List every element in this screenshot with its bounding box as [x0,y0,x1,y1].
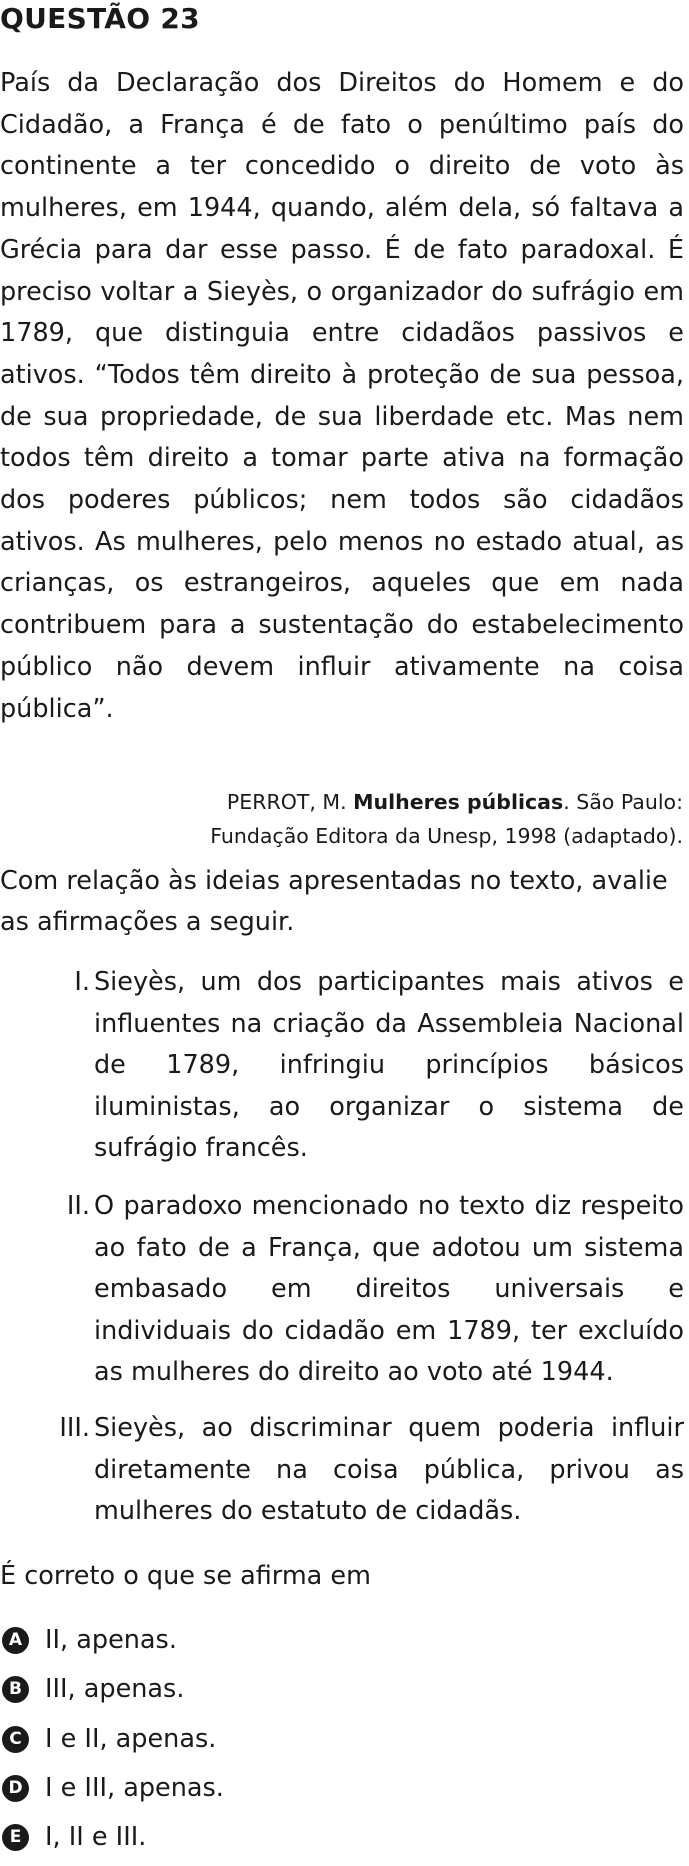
citation [210,785,683,853]
passage-text: País da Declaração dos Direitos do Homem e do Cidadão, a França é de fato o penúltimo país do continente a ter concedido o direito de voto às mulheres, em 1944, quando, além dela, só faltava a Grécia para dar esse passo. É de fato paradoxal. É preciso voltar a Sieyès, o organizador do sufrágio em 1789, que distinguia entre cidadãos passivos e ativos. “Todos têm direito à proteção de sua pessoa, de sua propriedade, de sua liberdade etc. Mas nem todos têm direito a tomar parte ativa na formação dos poderes públicos; nem todos são cidadãos ativos. As mulheres, pelo menos no estado atual, as crianças, os estrangeiros, aqueles que em nada contribuem para a sustentação do estabelecimento público não devem influir ativamente na coisa pública”. [0,68,684,724]
statement-text: O paradoxo mencionado no texto diz respeito ao fato de a França, que adotou um sistema embasado em direitos universais e individuais do cidadão em 1789, ter excluído as mulheres do direito ao voto até 1944. [94,1191,684,1387]
statement-text: Sieyès, ao discriminar quem poderia influir diretamente na coisa pública, privou as mulheres do estatuto de cidadãs. [94,1413,684,1526]
citation-line-1 [210,785,683,819]
option-text: I e II, apenas. [45,1723,217,1754]
option-letter-badge: D [2,1775,29,1802]
question-title: QUESTÃO 23 [0,2,200,35]
option-a[interactable] [0,1620,684,1669]
option-letter-badge: E [2,1824,29,1851]
option-letter-badge: A [2,1627,29,1654]
statement-number: II. [66,1191,90,1221]
citation-work: Mulheres públicas [353,790,564,814]
option-d[interactable] [0,1768,684,1817]
option-b[interactable] [0,1669,684,1718]
answer-options [0,1620,684,1866]
option-letter-badge: B [2,1676,29,1703]
option-text: I e III, apenas. [45,1772,224,1803]
question-ask: É correto o que se afirma em [0,1561,371,1591]
statement-number: III. [59,1413,90,1443]
citation-place: . São Paulo: [563,790,683,814]
statement-number: I. [74,967,90,997]
statement-text: Sieyès, um dos participantes mais ativos e influentes na criação da Assembleia Nacional de 1789, infringiu princípios básicos iluministas, ao organizar o sistema de sufrágio francês. [94,967,684,1163]
statements-prompt: Com relação às ideias apresentadas no texto, avalie as afirmações a seguir. [0,866,668,937]
option-letter-badge: C [2,1726,29,1753]
option-e[interactable] [0,1817,684,1866]
option-text: III, apenas. [45,1674,185,1705]
citation-publisher: Fundação Editora da Unesp, 1998 (adaptado). [210,824,683,848]
option-text: I, II e III. [45,1822,147,1853]
option-text: II, apenas. [45,1625,177,1655]
citation-author: PERROT, M. [226,790,354,814]
option-c[interactable] [0,1719,684,1768]
